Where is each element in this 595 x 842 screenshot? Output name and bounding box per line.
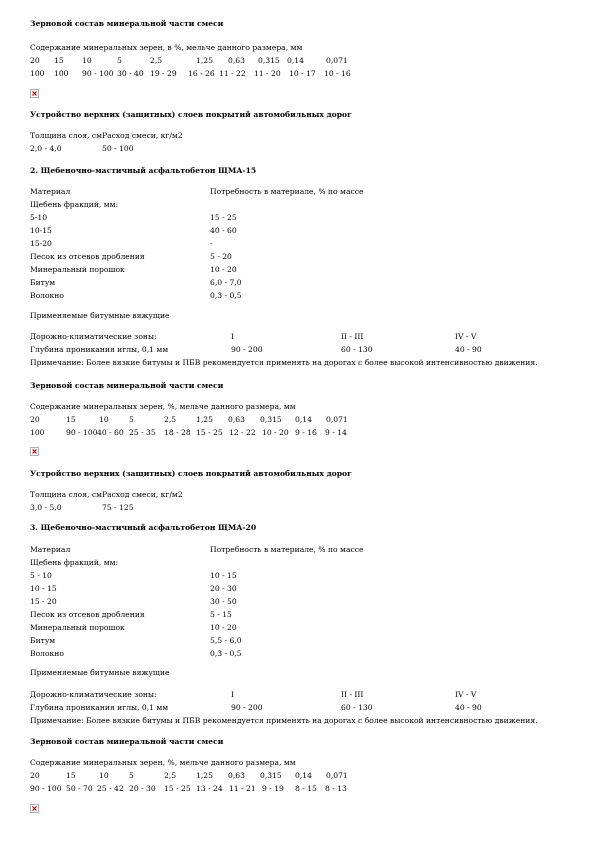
s8-zones-label: Дорожно-климатические зоны: <box>30 690 157 699</box>
s3-col-material: Материал <box>30 187 71 196</box>
s4-note: Примечание: Более вязкие битумы и ПБВ рекомендуется применять на дорогах с более высокой интенсивностью движения. <box>30 358 538 367</box>
s8-penetration-label: Глубина проникания иглы, 0,1 мм <box>30 703 169 712</box>
table-cell: 25 - 35 <box>129 428 156 437</box>
table-cell: 0,63 <box>228 56 245 65</box>
table-cell: 20 <box>30 56 40 65</box>
table-cell: 5 <box>129 771 134 780</box>
s9-heading: Зерновой состав минеральной части смеси <box>30 737 224 746</box>
material-name: 15 - 20 <box>30 597 57 606</box>
s4-zone-1: I <box>231 332 234 341</box>
table-cell: 0,14 <box>295 415 312 424</box>
material-name: 15-20 <box>30 239 52 248</box>
s4-penetration-2: 60 - 130 <box>341 345 373 354</box>
material-value: 30 - 50 <box>210 597 237 606</box>
table-cell: 20 <box>30 771 40 780</box>
table-cell: 12 - 22 <box>229 428 256 437</box>
table-cell: 15 <box>66 771 76 780</box>
material-value: 5 - 15 <box>210 610 232 619</box>
table-cell: 0,071 <box>326 415 348 424</box>
table-cell: 50 - 70 <box>66 784 93 793</box>
s8-penetration-1: 90 - 200 <box>231 703 263 712</box>
s5-table-header: Содержание минеральных зерен, %, мельче данного размера, мм <box>30 402 296 411</box>
s4-penetration-label: Глубина проникания иглы, 0,1 мм <box>30 345 169 354</box>
table-cell: 10 <box>82 56 92 65</box>
table-cell: 19 - 29 <box>150 69 177 78</box>
s7-col-demand: Потребность в материале, % по массе <box>210 545 364 554</box>
s6-col-consumption: Расход смеси, кг/м2 <box>102 490 183 499</box>
s8-note: Примечание: Более вязкие битумы и ПБВ рекомендуется применять на дорогах с более высокой интенсивностью движения. <box>30 716 538 725</box>
s4-zones-label: Дорожно-климатические зоны: <box>30 332 157 341</box>
table-cell: 0,14 <box>287 56 304 65</box>
table-cell: 10 - 20 <box>262 428 289 437</box>
table-cell: 10 - 17 <box>289 69 316 78</box>
table-cell: 11 - 20 <box>254 69 281 78</box>
material-name: Песок из отсевов дробления <box>30 252 145 261</box>
table-cell: 8 - 13 <box>325 784 347 793</box>
s3-subheader: Щебень фракций, мм: <box>30 200 119 209</box>
material-name: Минеральный порошок <box>30 623 125 632</box>
table-cell: 25 - 42 <box>97 784 124 793</box>
s2-consumption-value: 50 - 100 <box>102 144 134 153</box>
table-cell: 9 - 19 <box>262 784 284 793</box>
s6-col-thickness: Толщина слоя, см <box>30 490 103 499</box>
s4-penetration-3: 40 - 90 <box>455 345 482 354</box>
material-name: Волокно <box>30 649 64 658</box>
table-cell: 15 - 25 <box>164 784 191 793</box>
table-cell: 11 - 22 <box>219 69 246 78</box>
table-cell: 10 <box>99 415 109 424</box>
table-cell: 5 <box>129 415 134 424</box>
s8-zone-2-3: II - III <box>341 690 364 699</box>
material-value: 0,3 - 0,5 <box>210 291 242 300</box>
s8-zone-4-5: IV - V <box>455 690 477 699</box>
material-value: 6,0 - 7,0 <box>210 278 242 287</box>
table-cell: 0,315 <box>258 56 280 65</box>
table-cell: 0,14 <box>295 771 312 780</box>
s4-penetration-1: 90 - 200 <box>231 345 263 354</box>
material-name: 5-10 <box>30 213 48 222</box>
s6-thickness-value: 3,0 - 5,0 <box>30 503 62 512</box>
table-cell: 40 - 60 <box>97 428 124 437</box>
s8-penetration-2: 60 - 130 <box>341 703 373 712</box>
table-cell: 90 - 100 <box>66 428 98 437</box>
material-name: Битум <box>30 278 56 287</box>
s6-consumption-value: 75 - 125 <box>102 503 134 512</box>
s8-penetration-3: 40 - 90 <box>455 703 482 712</box>
s9-table-header: Содержание минеральных зерен, %, мельче данного размера, мм <box>30 758 296 767</box>
table-cell: 10 - 16 <box>324 69 351 78</box>
table-cell: 1,25 <box>196 771 213 780</box>
table-cell: 18 - 28 <box>164 428 191 437</box>
s2-heading: Устройство верхних (защитных) слоев покрытий автомобильных дорог <box>30 110 352 119</box>
material-value: - <box>210 239 213 248</box>
table-cell: 0,63 <box>228 771 245 780</box>
s7-title: 3. Щебеночно-мастичный асфальтобетон ЩМА-20 <box>30 523 257 532</box>
table-cell: 100 <box>54 69 69 78</box>
table-cell: 90 - 100 <box>30 784 62 793</box>
material-name: Волокно <box>30 291 64 300</box>
material-name: 10 - 15 <box>30 584 57 593</box>
material-value: 5 - 20 <box>210 252 232 261</box>
table-cell: 0,071 <box>326 771 348 780</box>
table-cell: 0,63 <box>228 415 245 424</box>
s4-heading: Применяемые битумные вяжущие <box>30 311 170 320</box>
table-cell: 15 <box>54 56 64 65</box>
table-cell: 16 - 26 <box>188 69 215 78</box>
material-value: 10 - 20 <box>210 623 237 632</box>
material-name: 5 - 10 <box>30 571 52 580</box>
table-cell: 0,071 <box>326 56 348 65</box>
table-cell: 0,315 <box>260 771 282 780</box>
material-name: Минеральный порошок <box>30 265 125 274</box>
table-cell: 100 <box>30 428 45 437</box>
table-cell: 8 - 15 <box>295 784 317 793</box>
table-cell: 10 <box>99 771 109 780</box>
material-value: 40 - 60 <box>210 226 237 235</box>
s7-col-material: Материал <box>30 545 71 554</box>
broken-image-icon <box>30 89 39 98</box>
table-cell: 90 - 100 <box>82 69 114 78</box>
material-value: 10 - 20 <box>210 265 237 274</box>
table-cell: 0,315 <box>260 415 282 424</box>
table-cell: 11 - 21 <box>229 784 256 793</box>
table-cell: 9 - 14 <box>325 428 347 437</box>
table-cell: 13 - 24 <box>196 784 223 793</box>
s3-col-demand: Потребность в материале, % по массе <box>210 187 364 196</box>
s5-heading: Зерновой состав минеральной части смеси <box>30 381 224 390</box>
material-value: 0,3 - 0,5 <box>210 649 242 658</box>
s4-zone-4-5: IV - V <box>455 332 477 341</box>
s2-thickness-value: 2,0 - 4,0 <box>30 144 62 153</box>
broken-image-icon <box>30 804 39 813</box>
table-cell: 100 <box>30 69 45 78</box>
s2-col-thickness: Толщина слоя, см <box>30 131 103 140</box>
table-cell: 15 <box>66 415 76 424</box>
material-value: 15 - 25 <box>210 213 237 222</box>
table-cell: 20 <box>30 415 40 424</box>
table-cell: 9 - 16 <box>295 428 317 437</box>
table-cell: 2,5 <box>150 56 163 65</box>
s2-col-consumption: Расход смеси, кг/м2 <box>102 131 183 140</box>
s8-zone-1: I <box>231 690 234 699</box>
material-name: Битум <box>30 636 56 645</box>
material-value: 10 - 15 <box>210 571 237 580</box>
material-value: 5,5 - 6,0 <box>210 636 242 645</box>
s8-heading: Применяемые битумные вяжущие <box>30 668 170 677</box>
broken-image-icon <box>30 447 39 456</box>
s3-title: 2. Щебеночно-мастичный асфальтобетон ЩМА-15 <box>30 166 257 175</box>
table-cell: 15 - 25 <box>196 428 223 437</box>
material-name: 10-15 <box>30 226 52 235</box>
table-cell: 20 - 30 <box>129 784 156 793</box>
table-cell: 1,25 <box>196 415 213 424</box>
table-cell: 30 - 40 <box>117 69 144 78</box>
s1-table-header: Содержание минеральных зерен, в %, мельче данного размера, мм <box>30 43 303 52</box>
s1-heading: Зерновой состав минеральной части смеси <box>30 19 224 28</box>
table-cell: 1,25 <box>196 56 213 65</box>
table-cell: 2,5 <box>164 771 177 780</box>
s4-zone-2-3: II - III <box>341 332 364 341</box>
s7-subheader: Щебень фракций, мм: <box>30 558 119 567</box>
table-cell: 5 <box>117 56 122 65</box>
material-value: 20 - 30 <box>210 584 237 593</box>
material-name: Песок из отсевов дробления <box>30 610 145 619</box>
s6-heading: Устройство верхних (защитных) слоев покрытий автомобильных дорог <box>30 469 352 478</box>
table-cell: 2,5 <box>164 415 177 424</box>
